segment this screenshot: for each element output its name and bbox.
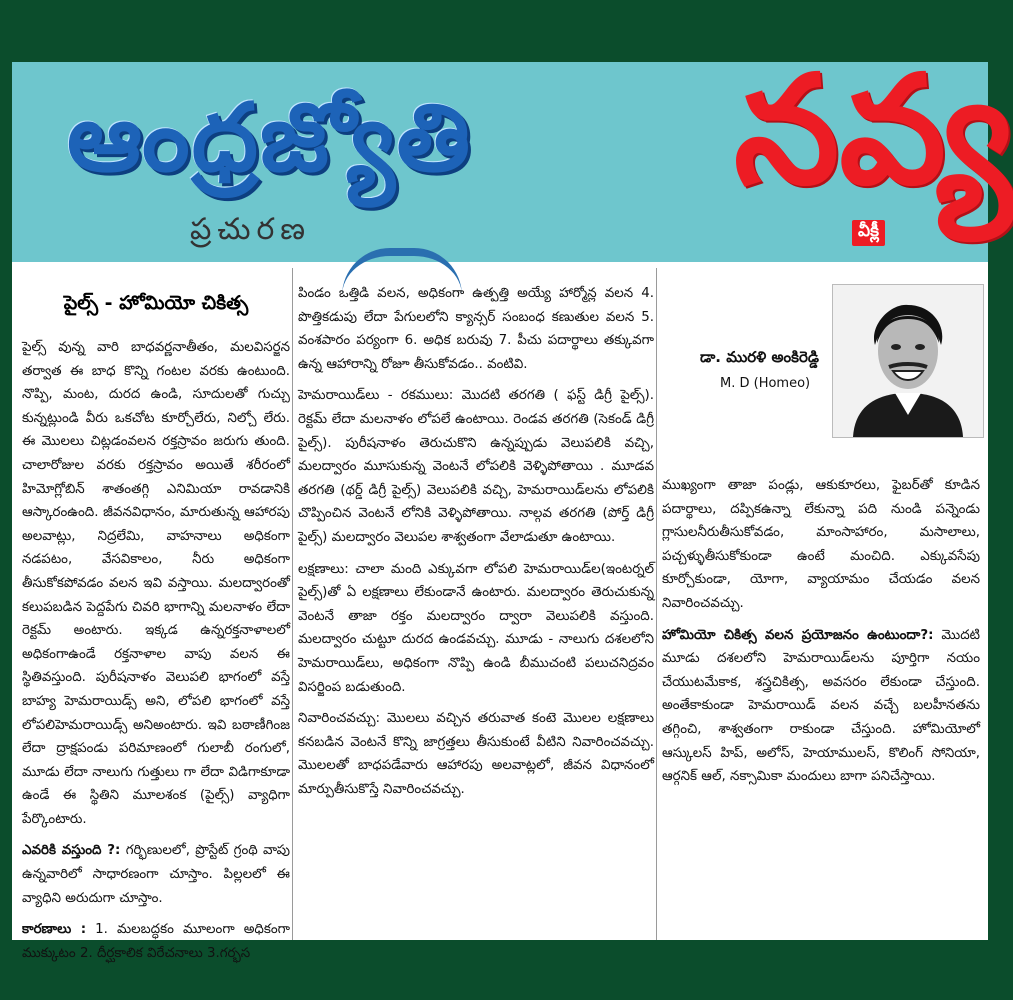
paragraph: నివారించవచ్చు: మొలలు వచ్చిన తరువాత కంటె మొలల లక్షణాలు కనబడిన వెంటనే కొన్ని జాగ్రత్తలు తీసుకుంటే వీటిని నివారించవచ్చు. మొలలతో బాధపడేవారు ఆహారపు అలవాట్లలో, జీవన విధానంలో మార్పుతీసుకొస్తే నివారించవచ్చు. [298, 711, 654, 797]
masthead-title: ఆంధ్రజ్యోతి [67, 84, 473, 193]
paragraph [662, 624, 980, 789]
masthead-subtitle: ప్రచురణ [190, 212, 312, 247]
brand-logo: నవ్య [734, 44, 1013, 218]
paragraph: హెమరాయిడ్‌లు - రకములు: మొదటి తరగతి ( ఫస్ట్ డిగ్రీ పైల్స్). రెక్టమ్ లేదా మలనాళం లోపలే ఉంటాయి. రెండవ తరగతి (సెకండ్ డిగ్రీ పైల్స్). పురీషనాళం తెరుచుకొని ఉన్నప్పుడు వెలుపలికి వచ్చి, మలద్వారం మూసుకున్న వెంటనే లోపలికి వెళ్ళిపోతాయి . మూడవ తరగతి (థర్డ్ డిగ్రీ పైల్స్) వెలుపలికి వచ్చి, హెమరాయిడ్‌లను లోపలికి చొప్పించిన వెంటనే లోనికి వెళ్ళిపోతాయి. నాల్గవ తరగతి (పోర్త్ డిగ్రీ పైల్స్) మలద్వారం వెలుపల శాశ్వతంగా వేలాడుతూ ఉంటాయి. [298, 388, 654, 545]
article-column-1 [22, 276, 290, 961]
author-portrait-image [833, 285, 983, 437]
paragraph [22, 839, 290, 910]
article-headline: పైల్స్ - హోమియో చికిత్స [63, 292, 249, 314]
article-column-3 [662, 474, 980, 914]
paragraph-body: గర్భిణులలో, ప్రొస్టేట్ గ్రంథి వాపు ఉన్నవారిలో సాధారణంగా చూస్తాం. పిల్లలలో ఈ వ్యాధిని అరుదుగా చూస్తాం. [22, 843, 290, 906]
section-lead: హోమియో చికిత్స వలన ప్రయోజనం ఉంటుందా?: [662, 627, 934, 643]
section-lead: కారణాలు : [22, 922, 87, 938]
author-name: డా. మురళి అంకిరెడ్డి [700, 348, 819, 366]
brand-weekly-tag: వీక్లీ [852, 220, 885, 246]
paragraph [22, 918, 290, 965]
section-lead: ఎవరికి వస్తుంది ?: [22, 843, 121, 859]
author-degree: M. D (Homeo) [720, 376, 811, 391]
paragraph: పైల్స్ వున్న వారి బాధవర్ణనాతీతం, మలవిసర్జన తర్వాత ఈ బాధ కొన్ని గంటల వరకు ఉంటుంది. నొప్పి, మంట, దురద ఉండి, సూదులతో గుచ్చు కున్నట్లుండి వీరు ఒకచోట కూర్చోలేరు, నిల్చో లేరు. ఈ మొలలు చిట్లడంవలన రక్తస్రావం జరుగు తుంది. చాలారోజుల వరకు రక్తస్రావం అయితే శరీరంలో హిమోగ్లోబిన్ శాతంతగ్గి ఎనిమియా రావడానికి ఆస్కారంఉంది. జీవనవిధానం, మారుతున్న ఆహారపు అలవాట్లు, నిద్రలేమి, వాహనాలు అధికంగా నడపటం, వేసవికాలం, నీరు అధికంగా తీసుకోకపోవడం వలన ఇవి వస్తాయి. మలద్వారంతో కలుపబడిన పెద్దపేగు చివరి భాగాన్ని మలనాళం లేదా రెక్టమ్ అంటారు. ఇక్కడ ఉన్నరక్తనాళాలలో అధికంగాఉండే రక్తనాళాల వాపు వలన ఈ స్థితివస్తుంది. పురీషనాళం వెలుపలి భాగంలో వస్తే బాహ్య హెమరాయిడ్స్ అని, లోపలి భాగంలో వస్తే లోపలిహెమరాయిడ్స్ అనిఅంటారు. ఇవి బఠాణీగింజ లేదా ద్రాక్షపండు పరిమాణంలో గులాబీ రంగులో, మూడు లేదా నాలుగు గుత్తులు గా లేదా విడిగాకూడా ఉండే ఈ స్థితిని మూలశంక (పైల్స్) వ్యాధిగా పేర్కొంటారు. [22, 340, 290, 827]
author-photo [832, 284, 984, 438]
masthead-banner [12, 44, 1013, 262]
column-divider [656, 268, 657, 940]
paragraph-body: 1. మలబద్ధకం మూలంగా అధికంగా ముక్కుటం 2. దీర్ఘకాలిక విరేచనాలు 3.గర్భస [22, 922, 290, 961]
newspaper-clipping [12, 44, 1013, 961]
paragraph: ముఖ్యంగా తాజా పండ్లు, ఆకుకూరలు, ఫైబర్‌తో కూడిన పదార్థాలు, దప్పికఉన్నా లేకున్నా పది నుండి పన్నెండు గ్లాసులనీరుతీసుకోవడం, మాంసాహారం, మసాలాలు, పచ్చళ్ళుతీసుకోకుండా ఉంటే మంచిది. ఎక్కువసేపు కూర్చోకుండా, యోగా, వ్యాయామం చేయడం వలన నివారించవచ్చు. [662, 478, 980, 611]
paragraph: లక్షణాలు: చాలా మంది ఎక్కువగా లోపలి హెమరాయిడ్‌ల(ఇంటర్నల్ పైల్స్)తో ఏ లక్షణాలు లేకుండానే ఉంటారు. మలద్వారం తెరుచుకున్న వెంటనే తాజా రక్తం మలద్వారం ద్వారా వెలుపలికి వస్తుంది. మలద్వారం చుట్టూ దురద ఉండవచ్చు. మూడు - నాలుగు దశలలోని హెమరాయిడ్‌లు, అధికంగా నొప్పి ఉండి బీముచంటి పలుచనిద్రవం విసర్జింప బడుతుంది. [298, 561, 654, 695]
paragraph-body: మొదటి మూడు దశలలోని హెమరాయిడ్‌లను పూర్తిగా నయం చేయుటమేకాక, శస్త్రచికిత్స, అవసరం లేకుండా చేస్తుంది. అంతేకాకుండా హెమరాయిడ్ వలన వచ్చే బలహీనతను తగ్గించి, శాశ్వతంగా రాకుండా చేస్తుంది. హోమియోలో ఆస్కులస్ హిప్, అలోస్, హెయాములస్, కొలింగ్ సోనియా, ఆర్గనిక్ ఆల్, నక్సామికా మందులు బాగా పనిచేస్తాయి. [662, 627, 980, 785]
paragraph: పిండం ఒత్తిడి వలన, అధికంగా ఉత్పత్తి అయ్యే హార్మోన్ల వలన 4. పొత్తికడుపు లేదా పేగులలోని క్యాన్సర్ సంబంధ కణుతుల వలన 5. వంశపారం పర్యంగా 6. అధిక బరువు 7. పీచు పదార్థాలు తక్కువగా ఉన్న ఆహారాన్ని రోజూ తీసుకోవడం.. వంటివి. [298, 286, 654, 372]
article-column-2 [298, 282, 654, 944]
column-divider [292, 268, 293, 940]
